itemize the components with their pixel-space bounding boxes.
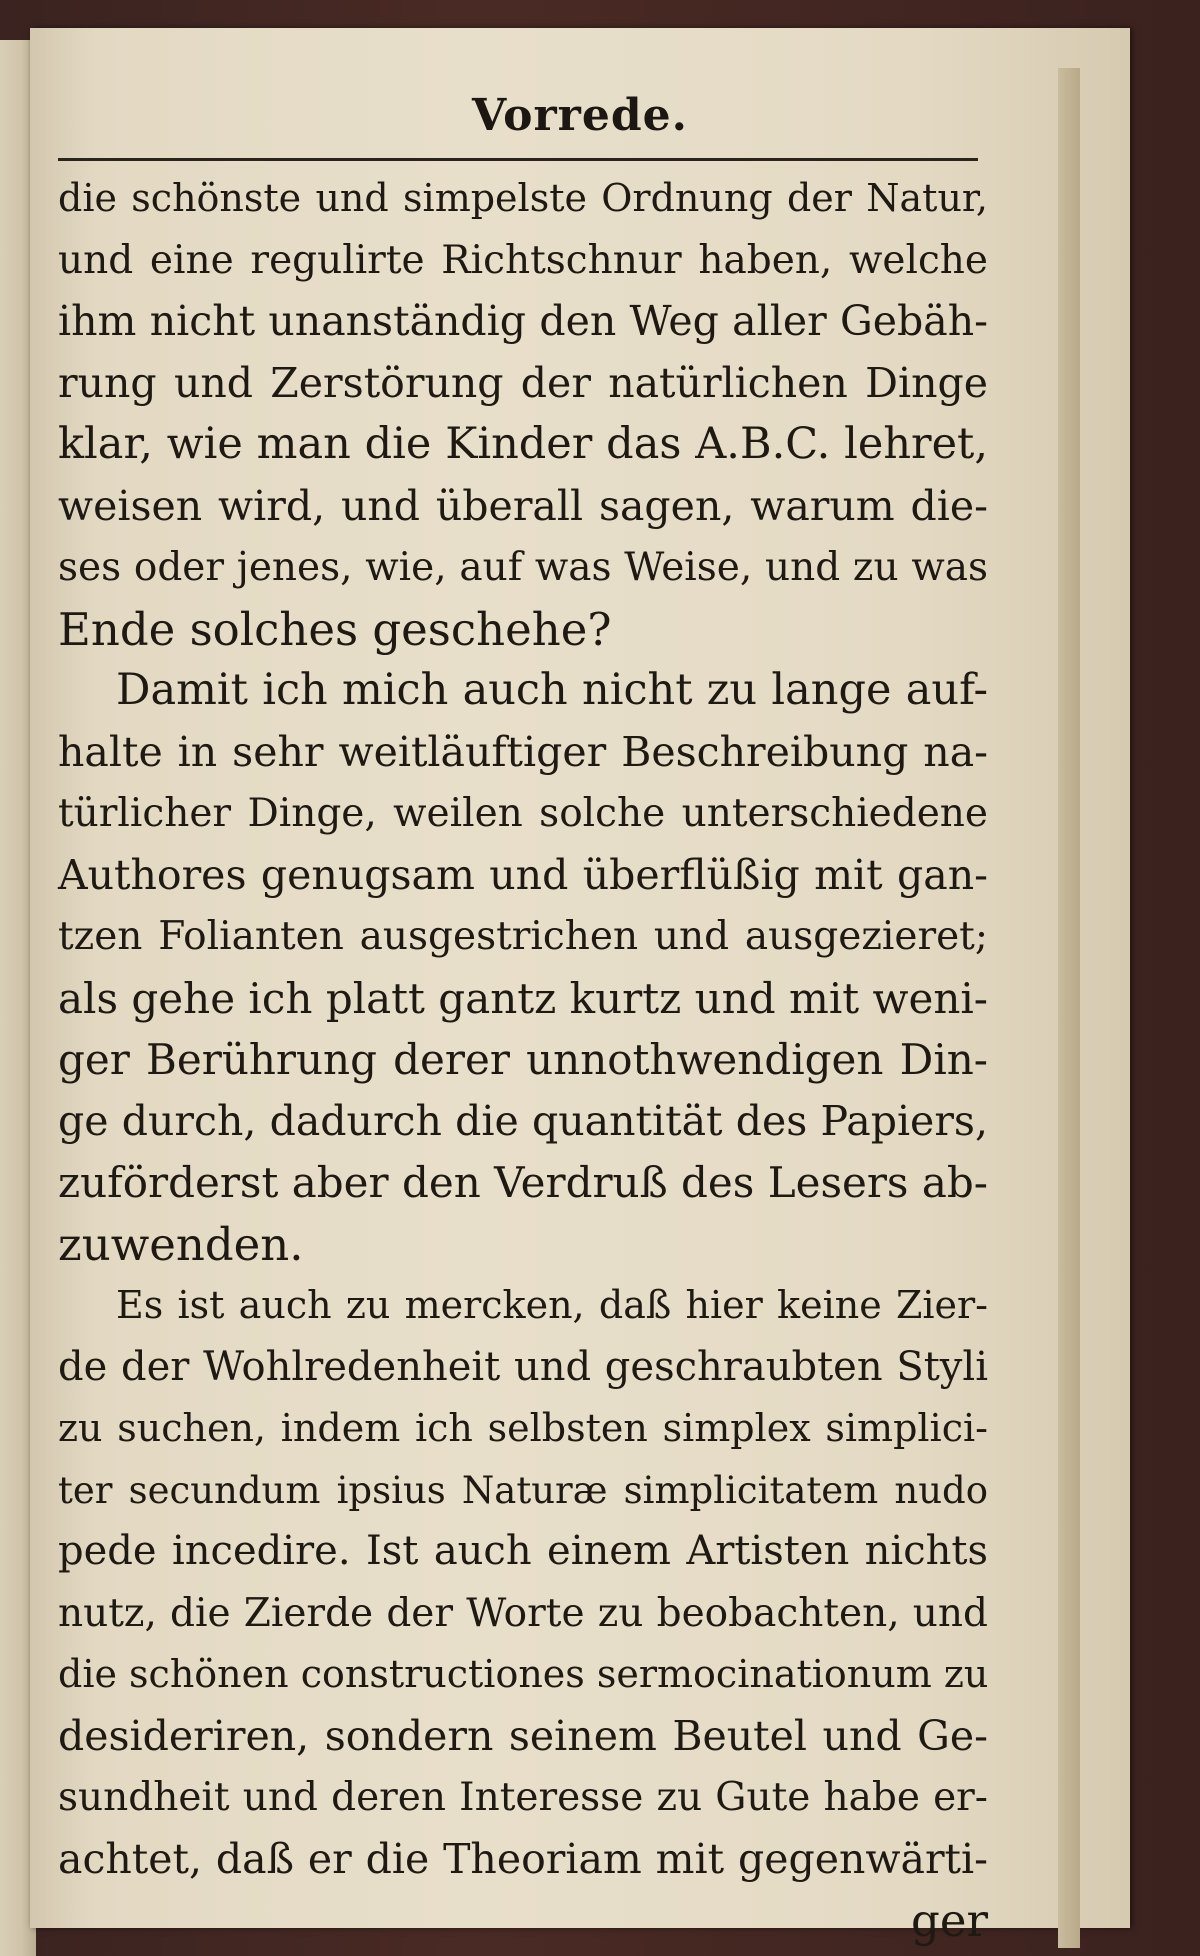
text-line: zuwenden. [58, 1217, 304, 1271]
text-line: ger Berührung derer unnothwendigen Din- [58, 1035, 988, 1084]
head-rule [58, 158, 978, 161]
text-line: ses oder jenes, wie, auf was Weise, und zu was [58, 545, 988, 590]
text-line: nutz, die Zierde der Worte zu beobachten, und [58, 1590, 988, 1636]
text-line: achtet, daß er die Theoriam mit gegenwärti- [58, 1834, 988, 1883]
body-text [58, 168, 988, 1952]
text-line: Ende solches geschehe? [58, 602, 612, 656]
text-line: zuförderst aber den Verdruß des Lesers ab- [58, 1158, 988, 1207]
page-fore-edge [1058, 68, 1080, 1948]
catchword: ger [911, 1894, 988, 1947]
text-line: ihm nicht unanständig den Weg aller Gebäh- [58, 297, 988, 345]
text-line: tzen Folianten ausgestrichen und ausgezieret; [58, 914, 988, 959]
text-line: Es ist auch zu mercken, daß hier keine Zier- [116, 1283, 988, 1327]
text-line: die schönen constructiones sermocinationum zu [58, 1652, 989, 1696]
text-line: de der Wohlredenheit und geschraubten Styli [58, 1343, 988, 1390]
text-line: desideriren, sondern seinem Beutel und Ge- [58, 1711, 988, 1760]
text-line: die schönste und simpelste Ordnung der Natur, [58, 176, 988, 220]
running-head: Vorrede. [472, 90, 688, 141]
text-line: zu suchen, indem ich selbsten simplex simplici- [58, 1406, 988, 1450]
text-line: weisen wird, und überall sagen, warum die- [58, 481, 988, 530]
text-line: als gehe ich platt gantz kurtz und mit weni- [58, 973, 988, 1023]
text-line: türlicher Dinge, weilen solche unterschiedene [58, 791, 988, 836]
text-line: pede incedire. Ist auch einem Artisten nichts [58, 1528, 988, 1574]
text-line: und eine regulirte Richtschnur haben, welche [58, 237, 988, 283]
text-line: sundheit und deren Interesse zu Gute habe er- [58, 1775, 988, 1820]
text-line: Authores genugsam und überflüßig mit gan- [58, 850, 988, 899]
text-line: rung und Zerstörung der natürlichen Dinge [58, 358, 988, 407]
text-line: Damit ich mich auch nicht zu lange auf- [116, 665, 988, 715]
text-line: ge durch, dadurch die quantität des Papiers, [58, 1096, 988, 1145]
text-line: halte in sehr weitläuftiger Beschreibung na- [58, 727, 988, 776]
text-line: klar, wie man die Kinder das A.B.C. lehret, [58, 419, 988, 469]
text-line: ter secundum ipsius Naturæ simplicitatem nudo [58, 1468, 988, 1512]
